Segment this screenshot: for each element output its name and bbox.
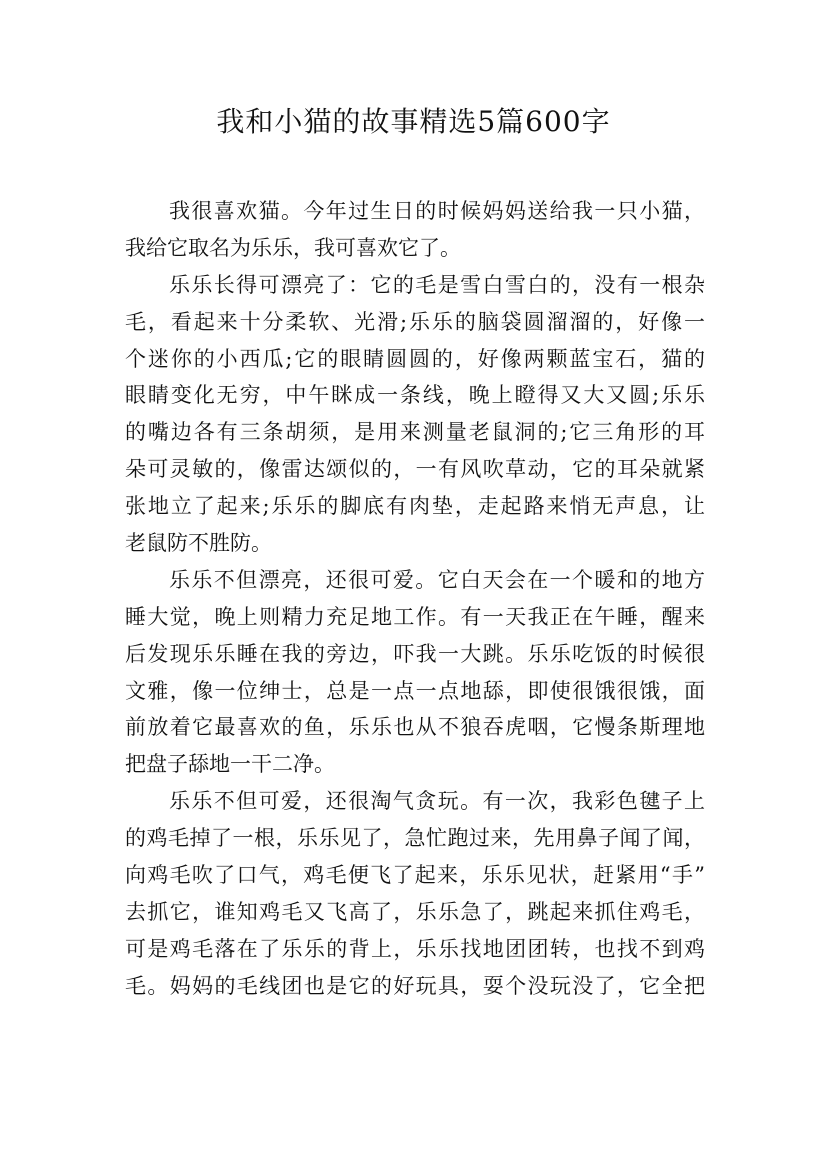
text-line: 前放着它最喜欢的鱼，乐乐也从不狼吞虎咽，它慢条斯理地	[125, 715, 705, 740]
text-line: 个迷你的小西瓜;它的眼睛圆圆的，好像两颗蓝宝石，猫的	[125, 346, 705, 371]
text-line: 的嘴边各有三条胡须，是用来测量老鼠洞的;它三角形的耳	[125, 420, 705, 445]
text-line: 睡大觉，晚上则精力充足地工作。有一天我正在午睡，醒来	[125, 604, 705, 629]
paragraph	[125, 267, 705, 562]
text-line: 乐乐长得可漂亮了：它的毛是雪白雪白的，没有一根杂	[169, 272, 705, 297]
text-line: 我很喜欢猫。今年过生日的时候妈妈送给我一只小猫，	[169, 199, 705, 223]
text-line: 向鸡毛吹了口气，鸡毛便飞了起来，乐乐见状，赶紧用“手”	[125, 863, 705, 888]
text-line: 毛，看起来十分柔软、光滑;乐乐的脑袋圆溜溜的，好像一	[125, 309, 705, 334]
text-line: 后发现乐乐睡在我的旁边，吓我一大跳。乐乐吃饭的时候很	[125, 641, 705, 666]
text-line: 去抓它，谁知鸡毛又飞高了，乐乐急了，跳起来抓住鸡毛，	[125, 899, 705, 924]
text-line: 老鼠防不胜防。	[125, 531, 272, 556]
document-title: 我和小猫的故事精选5篇600字	[216, 105, 611, 138]
paragraph	[125, 562, 705, 783]
text-line: 文雅，像一位绅士，总是一点一点地舔，即使很饿很饿，面	[125, 678, 705, 703]
text-line: 眼睛变化无穷，中午眯成一条线，晚上瞪得又大又圆;乐乐	[125, 383, 705, 408]
document-body	[125, 193, 705, 1005]
text-line: 朵可灵敏的，像雷达颂似的，一有风吹草动，它的耳朵就紧	[125, 457, 705, 482]
text-line: 乐乐不但可爱，还很淘气贪玩。有一次，我彩色毽子上	[169, 789, 705, 814]
text-line: 把盘子舔地一干二净。	[125, 752, 335, 777]
text-line: 毛。妈妈的毛线团也是它的好玩具，耍个没玩没了，它全把	[125, 973, 705, 998]
text-line: 可是鸡毛落在了乐乐的背上，乐乐找地团团转，也找不到鸡	[125, 936, 705, 961]
paragraph	[125, 783, 705, 1004]
text-line: 的鸡毛掉了一根，乐乐见了，急忙跑过来，先用鼻子闻了闻，	[125, 826, 705, 851]
text-line: 我给它取名为乐乐，我可喜欢它了。	[125, 235, 461, 260]
paragraph	[125, 193, 705, 267]
text-line: 乐乐不但漂亮，还很可爱。它白天会在一个暖和的地方	[169, 567, 705, 592]
text-line: 张地立了起来;乐乐的脚底有肉垫，走起路来悄无声息，让	[125, 494, 705, 519]
